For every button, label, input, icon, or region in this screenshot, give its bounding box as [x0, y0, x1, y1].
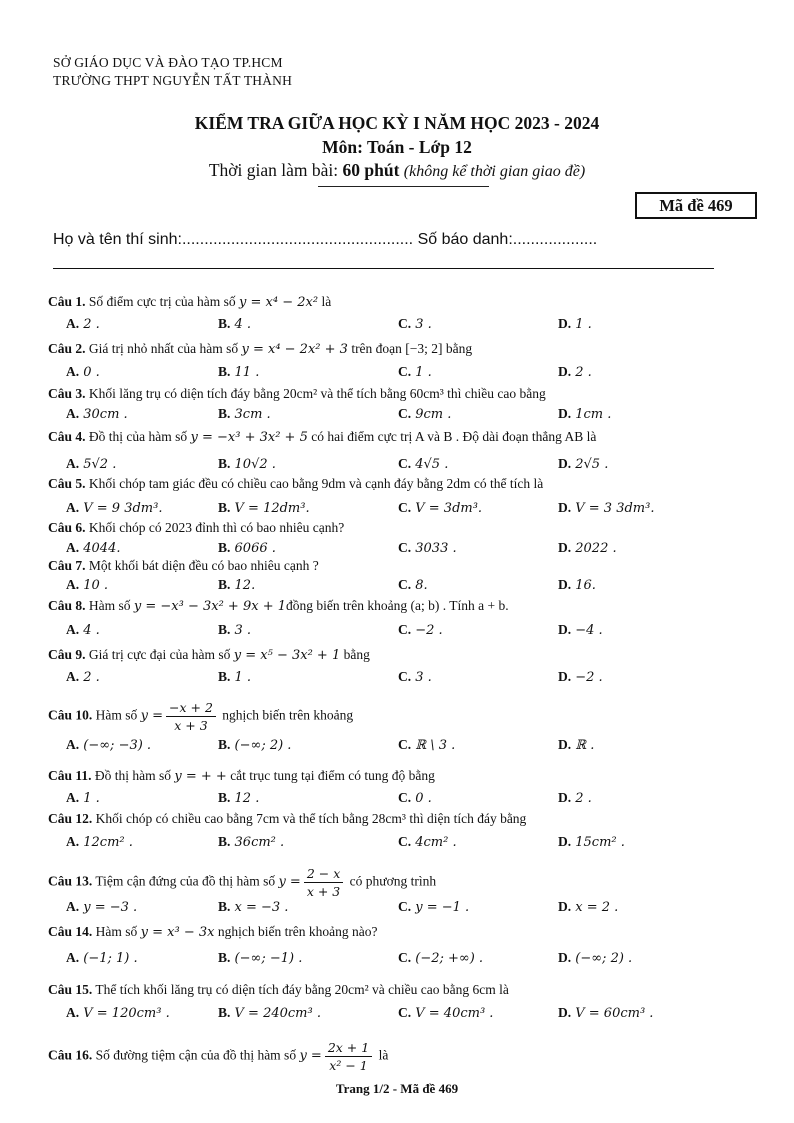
option-value: V = 3dm³. — [411, 501, 483, 516]
question-9 — [48, 647, 748, 663]
question-text: Hàm số — [85, 598, 134, 613]
question-text: Đồ thị của hàm số — [85, 429, 191, 444]
question-6 — [48, 520, 748, 536]
question-text: Một khối bát diện đều có bao nhiêu cạnh ? — [85, 558, 319, 573]
option-value: (−1; 1) . — [79, 951, 138, 966]
answer-option — [218, 790, 259, 806]
question-label: Câu 5. — [48, 476, 86, 491]
question-expression: y = x⁵ − 3x² + 1 — [233, 648, 341, 663]
option-value: 12cm² . — [79, 835, 133, 850]
option-value: V = 240cm³ . — [230, 1006, 321, 1021]
options-row — [0, 622, 794, 640]
option-value: V = 60cm³ . — [571, 1006, 654, 1021]
option-letter: B. — [218, 737, 231, 752]
options-row — [0, 406, 794, 424]
option-value: 2022 . — [571, 541, 617, 556]
answer-option — [398, 540, 457, 556]
school-name: TRƯỜNG THPT NGUYỄN TẤT THÀNH — [53, 73, 293, 88]
fraction-prefix: y = — [140, 708, 164, 724]
option-value: y = −3 . — [79, 900, 138, 915]
answer-option — [218, 456, 276, 472]
answer-option — [558, 834, 625, 850]
option-letter: B. — [218, 316, 231, 331]
question-text: Giá trị cực đại của hàm số — [85, 647, 234, 662]
answer-option — [66, 406, 128, 422]
option-letter: A. — [66, 790, 80, 805]
question-text: Hàm số — [92, 924, 141, 939]
option-letter: A. — [66, 364, 80, 379]
question-text: Thể tích khối lăng trụ có diện tích đáy bằng 20cm² và chiều cao bằng 6cm là — [92, 982, 509, 997]
option-letter: C. — [398, 1005, 412, 1020]
option-value: 4 . — [79, 623, 100, 638]
answer-option — [558, 540, 617, 556]
option-letter: D. — [558, 316, 572, 331]
option-value: 2 . — [571, 791, 592, 806]
fraction-prefix: y = — [299, 1048, 322, 1064]
option-letter: A. — [66, 456, 80, 471]
option-letter: D. — [558, 540, 572, 555]
option-letter: B. — [218, 540, 231, 555]
option-value: −4 . — [571, 623, 603, 638]
question-label: Câu 11. — [48, 768, 92, 783]
answer-option — [66, 899, 137, 915]
option-letter: D. — [558, 737, 572, 752]
answer-option — [218, 1005, 321, 1021]
option-value: 15cm² . — [571, 835, 625, 850]
question-text: Giá trị nhỏ nhất của hàm số — [85, 341, 242, 356]
option-value: 12 . — [230, 791, 260, 806]
options-row — [0, 899, 794, 917]
answer-option — [398, 316, 432, 332]
fraction — [166, 700, 216, 733]
option-value: V = 3 3dm³. — [571, 501, 655, 516]
question-expression: y = + + — [174, 769, 227, 784]
option-letter: A. — [66, 737, 80, 752]
question-text-end: nghịch biến trên khoảng nào? — [214, 924, 378, 939]
time-prefix: Thời gian làm bài: — [208, 160, 343, 180]
option-value: V = 9 3dm³. — [79, 501, 163, 516]
answer-option — [558, 316, 592, 332]
question-label: Câu 7. — [48, 558, 86, 573]
option-value: 11 . — [230, 365, 260, 380]
question-8 — [48, 598, 748, 614]
exam-time — [0, 160, 794, 181]
option-letter: A. — [66, 577, 80, 592]
question-text-end: nghịch biến trên khoảng — [218, 707, 354, 723]
options-row — [0, 500, 794, 518]
question-expression: y = −x³ − 3x² + 9x + 1 — [133, 599, 286, 614]
answer-option — [558, 577, 596, 593]
question-text: Khối lăng trụ có diện tích đáy bằng 20cm² và thể tích bằng 60cm³ thì chiều cao bằng — [85, 386, 546, 401]
question-7 — [48, 558, 748, 574]
question-expression: y = x⁴ − 2x² — [239, 295, 319, 310]
option-value: 3033 . — [411, 541, 457, 556]
exam-code-box: Mã đề 469 — [635, 192, 757, 219]
option-value: 1 . — [230, 670, 252, 685]
exam-title: KIỂM TRA GIỮA HỌC KỲ I NĂM HỌC 2023 - 2024 — [194, 113, 600, 133]
options-row — [0, 316, 794, 334]
question-text-end: bằng — [340, 647, 370, 662]
answer-option — [218, 316, 251, 332]
option-letter: A. — [66, 834, 80, 849]
option-value: x = −3 . — [230, 900, 289, 915]
answer-option — [558, 456, 608, 472]
answer-option — [218, 540, 276, 556]
answer-option — [558, 899, 618, 915]
option-letter: B. — [218, 364, 231, 379]
option-value: 0 . — [411, 791, 432, 806]
fraction-denominator: x + 3 — [174, 718, 208, 733]
answer-option — [218, 622, 251, 638]
question-text-end: đồng biến trên khoảng (a; b) . Tính a + b. — [286, 598, 509, 613]
question-11 — [48, 768, 748, 784]
option-value: 1 . — [411, 365, 432, 380]
option-value: 2 . — [571, 365, 592, 380]
question-text: Đồ thị hàm số — [91, 768, 175, 783]
option-letter: B. — [218, 790, 231, 805]
question-label: Câu 15. — [48, 982, 93, 997]
option-letter: B. — [218, 834, 231, 849]
option-letter: C. — [398, 316, 412, 331]
fraction-denominator: x² − 1 — [329, 1058, 368, 1073]
option-value: (−∞; 2) . — [230, 738, 292, 753]
question-text-end: có hai điểm cực trị A và B . Độ dài đoạn thẳng AB là — [307, 429, 597, 444]
options-row — [0, 577, 794, 595]
option-value: y = −1 . — [411, 900, 470, 915]
answer-option — [218, 406, 271, 422]
option-letter: A. — [66, 622, 80, 637]
fraction-prefix: y = — [278, 874, 301, 890]
answer-option — [558, 737, 594, 753]
option-letter: C. — [398, 834, 412, 849]
question-15 — [48, 982, 748, 998]
option-letter: A. — [66, 1005, 80, 1020]
answer-option — [66, 1005, 170, 1021]
question-expression: y = −x³ + 3x² + 5 — [190, 430, 308, 445]
option-value: 12. — [230, 578, 256, 593]
option-value: (−∞; −1) . — [230, 951, 303, 966]
answer-option — [66, 669, 100, 685]
options-row — [0, 737, 794, 755]
option-letter: C. — [398, 456, 412, 471]
option-letter: C. — [398, 540, 412, 555]
exam-subject: Môn: Toán - Lớp 12 — [322, 137, 472, 157]
answer-option — [398, 364, 432, 380]
option-letter: D. — [558, 500, 572, 515]
question-label: Câu 9. — [48, 647, 86, 662]
option-value: 3cm . — [230, 407, 271, 422]
option-value: 1 . — [79, 791, 100, 806]
option-value: V = 12dm³. — [230, 501, 310, 516]
option-value: 6066 . — [230, 541, 276, 556]
option-letter: B. — [218, 669, 231, 684]
option-value: ℝ . — [571, 738, 595, 753]
question-text: Số điểm cực trị của hàm số — [85, 294, 240, 309]
question-13 — [48, 866, 748, 899]
fraction — [304, 866, 343, 899]
fraction-numerator: 2x + 1 — [325, 1040, 372, 1057]
answer-option — [66, 737, 151, 753]
options-row — [0, 669, 794, 687]
option-letter: D. — [558, 406, 572, 421]
answer-option — [558, 669, 603, 685]
answer-option — [66, 500, 162, 516]
question-label: Câu 8. — [48, 598, 86, 613]
option-letter: B. — [218, 899, 231, 914]
option-letter: A. — [66, 316, 80, 331]
option-letter: A. — [66, 899, 80, 914]
question-text-end: là — [375, 1047, 389, 1063]
option-value: 3 . — [411, 670, 432, 685]
question-text: Tiệm cận đứng của đồ thị hàm số — [92, 873, 279, 889]
answer-option — [66, 540, 120, 556]
fraction-denominator: x + 3 — [306, 884, 341, 899]
question-12 — [48, 811, 748, 827]
answer-option — [218, 364, 259, 380]
options-row — [0, 456, 794, 474]
option-value: 3 . — [230, 623, 252, 638]
option-letter: C. — [398, 500, 412, 515]
answer-option — [398, 834, 457, 850]
question-label: Câu 3. — [48, 386, 86, 401]
question-2 — [48, 341, 748, 357]
answer-option — [66, 316, 100, 332]
option-letter: B. — [218, 406, 231, 421]
option-value: 9cm . — [411, 407, 452, 422]
question-label: Câu 1. — [48, 294, 86, 309]
question-3 — [48, 386, 748, 402]
option-letter: C. — [398, 622, 412, 637]
option-letter: D. — [558, 622, 572, 637]
answer-option — [218, 834, 284, 850]
option-value: −2 . — [571, 670, 603, 685]
question-label: Câu 10. — [48, 707, 93, 723]
answer-option — [398, 577, 428, 593]
answer-option — [66, 790, 100, 806]
option-letter: A. — [66, 500, 80, 515]
option-value: 1 . — [571, 317, 592, 332]
answer-option — [398, 622, 443, 638]
option-value: 36cm² . — [230, 835, 285, 850]
option-letter: D. — [558, 899, 572, 914]
option-letter: D. — [558, 364, 572, 379]
option-value: 0 . — [79, 365, 100, 380]
option-letter: C. — [398, 577, 412, 592]
answer-option — [398, 500, 482, 516]
answer-option — [218, 737, 291, 753]
option-letter: B. — [218, 1005, 231, 1020]
answer-option — [218, 669, 251, 685]
option-value: −2 . — [411, 623, 443, 638]
option-letter: D. — [558, 577, 572, 592]
option-letter: D. — [558, 1005, 572, 1020]
question-label: Câu 13. — [48, 873, 93, 889]
option-letter: C. — [398, 737, 412, 752]
question-1 — [48, 294, 748, 310]
option-value: 1cm . — [571, 407, 612, 422]
answer-option — [558, 1005, 653, 1021]
question-label: Câu 6. — [48, 520, 86, 535]
option-value: 8. — [411, 578, 428, 593]
option-letter: C. — [398, 406, 412, 421]
answer-option — [558, 364, 592, 380]
answer-option — [66, 950, 138, 966]
option-letter: C. — [398, 669, 412, 684]
question-text: Khối chóp tam giác đều có chiều cao bằng 9dm và cạnh đáy bằng 2dm có thể tích là — [85, 476, 544, 491]
fraction-numerator: −x + 2 — [166, 700, 216, 717]
question-label: Câu 14. — [48, 924, 93, 939]
answer-option — [66, 622, 100, 638]
option-value: (−2; +∞) . — [411, 951, 484, 966]
options-row — [0, 1005, 794, 1023]
option-value: x = 2 . — [571, 900, 619, 915]
option-value: 5√2 . — [79, 457, 117, 472]
answer-option — [398, 456, 448, 472]
answer-option — [398, 899, 469, 915]
option-letter: C. — [398, 950, 412, 965]
question-text-end: cắt trục tung tại điểm có tung độ bằng — [226, 768, 435, 783]
option-letter: A. — [66, 950, 80, 965]
option-value: 4044. — [79, 541, 121, 556]
answer-option — [218, 899, 288, 915]
answer-option — [398, 1005, 493, 1021]
option-letter: D. — [558, 834, 572, 849]
department-name: SỞ GIÁO DỤC VÀ ĐÀO TẠO TP.HCM — [53, 55, 283, 70]
option-letter: B. — [218, 500, 231, 515]
answer-option — [398, 950, 483, 966]
time-underline — [318, 186, 489, 187]
question-expression: y = x⁴ − 2x² + 3 — [241, 342, 348, 357]
question-5 — [48, 476, 748, 492]
answer-option — [398, 669, 432, 685]
question-label: Câu 12. — [48, 811, 93, 826]
answer-option — [218, 577, 255, 593]
question-16 — [48, 1040, 748, 1073]
question-label: Câu 2. — [48, 341, 86, 356]
option-letter: A. — [66, 406, 80, 421]
option-letter: D. — [558, 669, 572, 684]
option-value: 30cm . — [79, 407, 128, 422]
option-letter: B. — [218, 577, 231, 592]
option-value: 4 . — [230, 317, 252, 332]
answer-option — [398, 737, 455, 753]
answer-option — [558, 500, 654, 516]
answer-option — [558, 950, 632, 966]
option-letter: C. — [398, 364, 412, 379]
options-row — [0, 540, 794, 558]
page-footer: Trang 1/2 - Mã đề 469 — [335, 1081, 459, 1096]
option-letter: D. — [558, 950, 572, 965]
question-label: Câu 16. — [48, 1047, 93, 1063]
question-text: Hàm số — [92, 707, 141, 723]
answer-option — [66, 364, 100, 380]
option-value: ℝ \ 3 . — [411, 738, 456, 753]
answer-option — [66, 834, 133, 850]
fraction — [325, 1040, 372, 1073]
answer-option — [218, 500, 310, 516]
question-text-end: trên đoạn [−3; 2] bằng — [347, 341, 473, 356]
option-value: 10√2 . — [230, 457, 276, 472]
question-text-end: là — [318, 294, 332, 309]
answer-option — [66, 456, 116, 472]
option-value: V = 40cm³ . — [411, 1006, 494, 1021]
question-text: Khối chóp có chiều cao bằng 7cm và thể tích bằng 28cm³ thì diện tích đáy bằng — [92, 811, 527, 826]
answer-option — [218, 950, 302, 966]
answer-option — [558, 406, 611, 422]
option-value: V = 120cm³ . — [79, 1006, 170, 1021]
option-value: 4cm² . — [411, 835, 457, 850]
answer-option — [558, 790, 592, 806]
option-value: 2√5 . — [571, 457, 609, 472]
question-text: Số đường tiệm cận của đồ thị hàm số — [92, 1047, 300, 1063]
option-value: 10 . — [79, 578, 109, 593]
student-info-line: Họ và tên thí sinh:.................................................... Số báo danh:................... — [53, 231, 598, 248]
fraction-numerator: 2 − x — [304, 866, 343, 883]
option-letter: B. — [218, 456, 231, 471]
options-row — [0, 834, 794, 852]
options-row — [0, 950, 794, 968]
header-divider — [53, 268, 714, 269]
question-text-end: có phương trình — [346, 873, 437, 889]
option-value: 3 . — [411, 317, 432, 332]
time-value: 60 phút — [342, 160, 400, 180]
answer-option — [398, 790, 432, 806]
option-letter: C. — [398, 899, 412, 914]
option-letter: D. — [558, 456, 572, 471]
answer-option — [66, 577, 108, 593]
question-text: Khối chóp có 2023 đỉnh thì có bao nhiêu cạnh? — [85, 520, 345, 535]
option-letter: B. — [218, 950, 231, 965]
options-row — [0, 364, 794, 382]
option-value: 4√5 . — [411, 457, 449, 472]
question-14 — [48, 924, 748, 940]
question-10 — [48, 700, 748, 733]
option-letter: D. — [558, 790, 572, 805]
option-value: 16. — [571, 578, 596, 593]
option-value: (−∞; −3) . — [79, 738, 152, 753]
answer-option — [398, 406, 451, 422]
option-value: 2 . — [79, 317, 100, 332]
option-letter: A. — [66, 540, 80, 555]
time-note: (không kể thời gian giao đề) — [403, 163, 586, 180]
question-label: Câu 4. — [48, 429, 86, 444]
option-letter: A. — [66, 669, 80, 684]
question-4 — [48, 429, 748, 445]
options-row — [0, 790, 794, 808]
answer-option — [558, 622, 603, 638]
option-letter: B. — [218, 622, 231, 637]
option-letter: C. — [398, 790, 412, 805]
question-expression: y = x³ − 3x — [140, 925, 215, 940]
option-value: (−∞; 2) . — [571, 951, 633, 966]
option-value: 2 . — [79, 670, 100, 685]
